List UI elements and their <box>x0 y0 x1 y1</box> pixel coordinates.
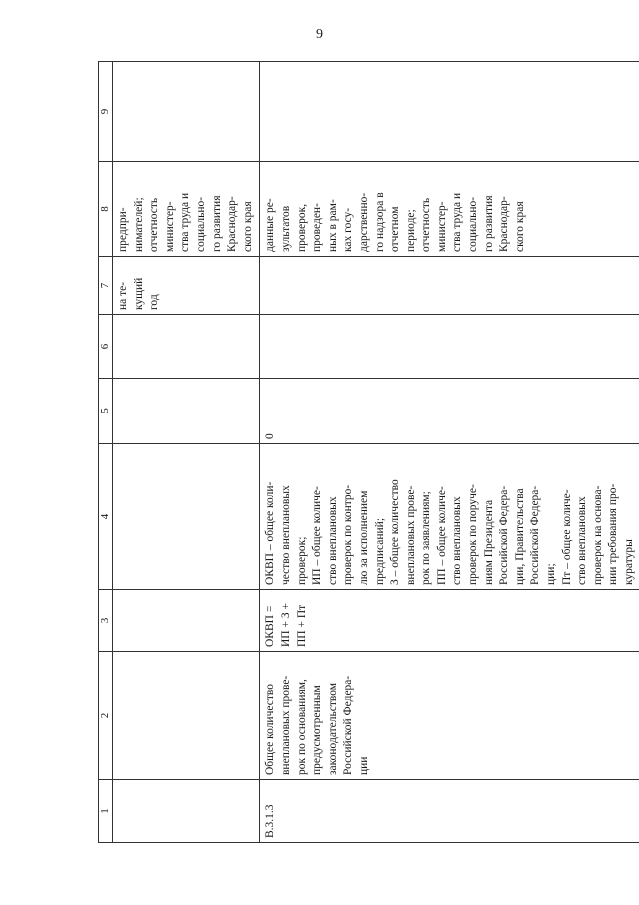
column-header-5: 5 <box>99 379 113 444</box>
row-indicator-name: Общее количество внеплановых прове- рок по основаниям, предусмотренным законодательством Российской Федера- ции <box>260 652 639 780</box>
continuation-row <box>113 62 260 843</box>
row-cell-9 <box>260 62 639 162</box>
indicator-table <box>98 61 639 843</box>
cont-cell-9 <box>113 62 260 162</box>
table-container <box>98 62 635 843</box>
page-number: 9 <box>316 27 323 42</box>
cont-cell-4 <box>113 444 260 590</box>
column-header-4: 4 <box>99 444 113 590</box>
row-formula-legend: ОКВП – общее коли- чество внеплановых проверок; ИП – общее количе- ство внеплановых проверок по контро- лю за исполнением предписаний; З – общее количество внеплановых прове- рок по заявлениям; ПП – общее количе- ство внеплановых проверок по поруче- ниям Президента Российской Федера- ции, Правительства Российской Федера- ции; Пт – общее количе- ство внеплановых проверок на основа- нии требования про- куратуры <box>260 444 639 590</box>
table-row <box>260 62 639 843</box>
column-header-7: 7 <box>99 257 113 315</box>
cont-cell-1 <box>113 780 260 843</box>
cont-cell-6 <box>113 315 260 379</box>
cont-cell-8: предпри- нимателей; отчетность министер- ства труда и социально- го развития Краснодар- ского края <box>113 162 260 257</box>
cont-cell-3 <box>113 590 260 652</box>
header-row <box>99 62 113 843</box>
row-cell-6 <box>260 315 639 379</box>
row-data-source: данные ре- зультатов проверок, проведен- ных в рам- ках госу- дарственно- го надзора в отчетном периоде; отчетность министер- ства труда и социально- го развития Краснодар- ского края <box>260 162 639 257</box>
cont-cell-7: на те- кущий год <box>113 257 260 315</box>
column-header-9: 9 <box>99 62 113 162</box>
column-header-1: 1 <box>99 780 113 843</box>
row-code: В.3.1.3 <box>260 780 639 843</box>
column-header-2: 2 <box>99 652 113 780</box>
column-header-3: 3 <box>99 590 113 652</box>
cont-cell-5 <box>113 379 260 444</box>
row-cell-7 <box>260 257 639 315</box>
cont-cell-2 <box>113 652 260 780</box>
row-formula: ОКВП = ИП + З + ПП + Пт <box>260 590 639 652</box>
column-header-8: 8 <box>99 162 113 257</box>
row-value: 0 <box>260 379 639 444</box>
column-header-6: 6 <box>99 315 113 379</box>
